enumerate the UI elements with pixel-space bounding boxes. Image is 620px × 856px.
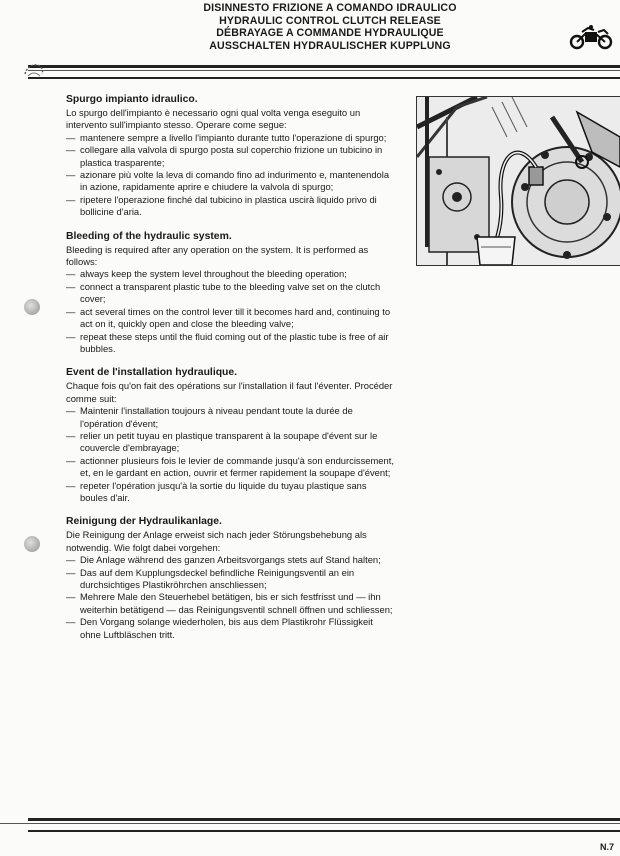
list-item: — actionner plusieurs fois le levier de commande jusqu'à son endurcissement, et, en le gardant en action, ouvrir et fermer rapidement la soupape d'évent;: [66, 455, 396, 480]
steps-list-fr: [66, 405, 396, 504]
procedure-content: [66, 93, 396, 652]
steps-list-it: [66, 132, 396, 219]
list-item: — azionare più volte la leva di comando fino ad indurimento e, mantenendola in azione, rapidamente aprire e chiudere la valvola di spurgo;: [66, 169, 396, 194]
section-title-de: Reinigung der Hydraulikanlage.: [66, 516, 222, 528]
list-item: — always keep the system level throughout the bleeding operation;: [66, 268, 396, 280]
section-italian: [66, 93, 396, 219]
section-english: [66, 230, 396, 356]
list-item: — Maintenir l'installation toujours à niveau pendant toute la durée de l'opération d'évent;: [66, 405, 396, 430]
list-item: — mantenere sempre a livello l'impianto durante tutto l'operazione di spurgo;: [66, 132, 396, 144]
motorcycle-icon: [568, 22, 614, 54]
section-intro-fr: Chaque fois qu'on fait des opérations sur l'installation il faut l'éventer. Procéder comme suit:: [66, 380, 393, 404]
section-title-fr: Event de l'installation hydraulique.: [66, 367, 238, 379]
section-french: [66, 366, 396, 504]
page-header: [0, 2, 620, 52]
steps-list-de: [66, 554, 396, 641]
list-item: — repeter l'opération jusqu'à la sortie du liquide du tuyau plastique sans boules d'air.: [66, 480, 396, 505]
section-title-it: Spurgo impianto idraulico.: [66, 94, 198, 105]
bottom-divider: [28, 818, 620, 832]
corner-mark-icon: [22, 60, 46, 82]
list-item: — ripetere l'operazione finché dal tubicino in plastica uscirà liquido privo di bollicine d'aria.: [66, 194, 396, 219]
list-item: — collegare alla valvola di spurgo posta sul coperchio frizione un tubicino in plastica trasparente;: [66, 144, 396, 169]
list-item: — connect a transparent plastic tube to the bleeding valve set on the clutch cover;: [66, 281, 396, 306]
list-item: — repeat these steps until the fluid coming out of the plastic tube is free of air bubbles.: [66, 331, 396, 356]
section-intro-it: Lo spurgo dell'impianto è necessario ogni qual volta venga eseguito un intervento sull'impianto stesso. Operare come segue:: [66, 107, 361, 131]
header-title-it: DISINNESTO FRIZIONE A COMANDO IDRAULICO: [203, 2, 457, 14]
section-german: [66, 515, 396, 641]
section-intro-de: Die Reinigung der Anlage erweist sich nach jeder Störungsbehebung als notwendig. Wie folgt dabei vorgehen:: [66, 529, 367, 553]
binder-hole-lower: [24, 536, 40, 552]
clutch-bleeding-illustration: [416, 96, 620, 266]
list-item: — Den Vorgang solange wiederholen, bis aus dem Plastikrohr Flüssigkeit ohne Luftbläschen tritt.: [66, 616, 396, 641]
top-divider-inner: [28, 70, 620, 71]
top-divider: [28, 65, 620, 79]
binder-hole-upper: [24, 299, 40, 315]
list-item: — act several times on the control lever till it becomes hard and, continuing to act on it, quickly open and close the bleeding valve;: [66, 306, 396, 331]
header-title-de: AUSSCHALTEN HYDRAULISCHER KUPPLUNG: [209, 39, 451, 52]
list-item: — Die Anlage während des ganzen Arbeitsvorgangs stets auf Stand halten;: [66, 554, 396, 566]
steps-list-en: [66, 268, 396, 355]
bottom-divider-inner: [0, 823, 620, 824]
page-number: N.7: [599, 842, 614, 852]
header-title-en: HYDRAULIC CONTROL CLUTCH RELEASE: [219, 14, 441, 27]
list-item: — Mehrere Male den Steuerhebel betätigen, bis er sich festfrisst und — ihn weiterhin betätigend — das Reinigungsventil schnell öffnen und schliessen;: [66, 591, 396, 616]
list-item: — Das auf dem Kupplungsdeckel befindliche Reinigungsventil an ein durchsichtiges Plastikröhrchen anschliessen;: [66, 567, 396, 592]
section-title-en: Bleeding of the hydraulic system.: [66, 230, 232, 242]
list-item: — relier un petit tuyau en plastique transparent à la soupape d'évent sur le couvercle d'embrayage;: [66, 430, 396, 455]
clutch-cover-drawing: [417, 97, 620, 265]
section-intro-en: Bleeding is required after any operation on the system. It is performed as follows:: [66, 243, 369, 268]
header-title-fr: DÉBRAYAGE A COMMANDE HYDRAULIQUE: [216, 27, 444, 40]
